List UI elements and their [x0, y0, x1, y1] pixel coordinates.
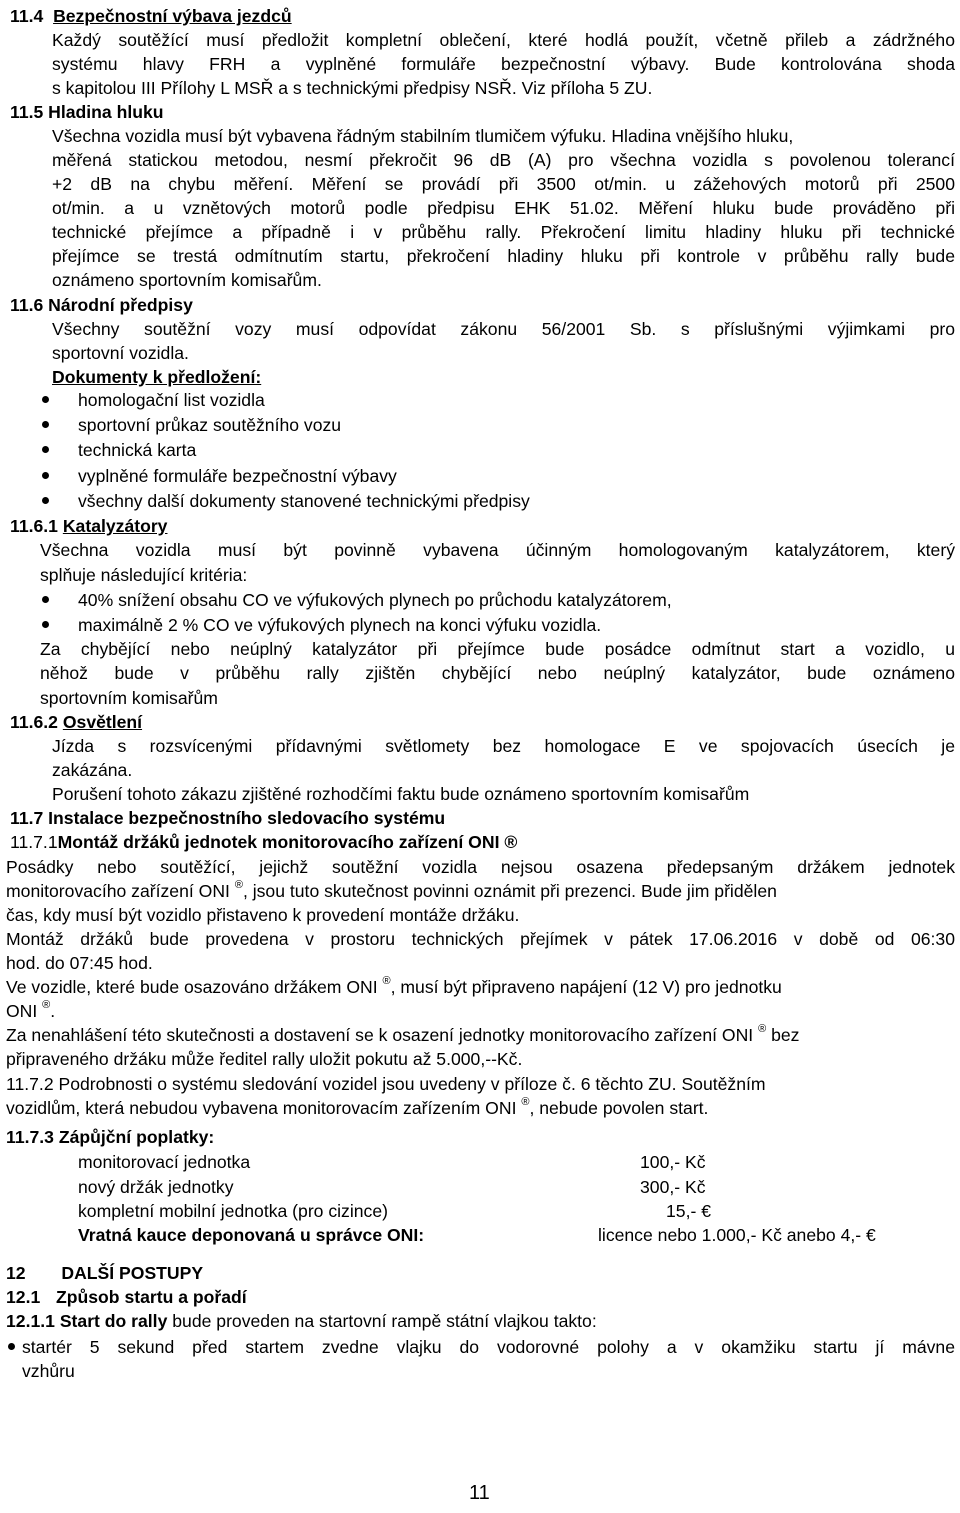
- section-title: Zápůjční poplatky:: [58, 1127, 215, 1147]
- section-number: 11.7.3: [6, 1127, 54, 1147]
- section-12-1-1-line: [6, 1309, 597, 1333]
- section-11-6-heading: [10, 293, 193, 317]
- paragraph-text: Ve vozidle, které bude osazováno držákem ONI: [6, 977, 378, 997]
- paragraph-line: něhož bude v průběhu rally zjištěn chybějící nebo neúplný katalyzátor, bude oznámeno: [40, 663, 955, 683]
- section-title: Hladina hluku: [48, 102, 164, 122]
- bullet-icon: [42, 596, 49, 603]
- paragraph-text: Za nenahlášení této skutečnosti a dostavení se k osazení jednotky monitorovacího zařízení ONI: [6, 1025, 754, 1045]
- paragraph-line: Montáž držáků bude provedena v prostoru technických přejímek v pátek 17.06.2016 v době od 06:30: [6, 929, 955, 949]
- bullet-icon: [42, 421, 49, 428]
- section-number: 11.7.1: [10, 832, 58, 852]
- list-item: startér 5 sekund před startem zvedne vlajku do vodorovné polohy a v okamžiku startu jí mávne: [22, 1337, 955, 1357]
- bullet-icon: [42, 497, 49, 504]
- section-12-heading: [6, 1261, 203, 1285]
- section-11-4-heading: [10, 4, 292, 28]
- paragraph-text: , jsou tuto skutečnost povinni oznámit při prezenci. Bude jim přidělen: [242, 881, 777, 901]
- section-number: 11.6: [10, 295, 44, 315]
- section-title: DALŠÍ POSTUPY: [61, 1263, 204, 1283]
- paragraph-line: systému hlavy FRH a vyplněné formuláře bezpečnostní výbavy. Bude kontrolována shoda: [52, 54, 955, 74]
- paragraph-line: sportovním komisařům: [40, 688, 218, 708]
- paragraph-line: Posádky nebo soutěžící, jejichž soutěžní vozidla nejsou osazena předepsaným držákem jednotek: [6, 857, 955, 877]
- registered-mark: ®: [42, 999, 51, 1011]
- paragraph-text: , musí být připraveno napájení (12 V) pro jednotku: [390, 977, 782, 997]
- paragraph-line: připraveného držáku může ředitel rally uložit pokutu až 5.000,--Kč.: [6, 1049, 523, 1069]
- deposit-label: Vratná kauce deponovaná u správce ONI:: [78, 1225, 425, 1245]
- section-title: Způsob startu a pořadí: [56, 1287, 247, 1307]
- section-11-6-1-heading: [10, 514, 167, 538]
- section-title: Start do rally: [59, 1311, 168, 1331]
- bullet-icon: [8, 1343, 15, 1350]
- section-title: Národní předpisy: [48, 295, 193, 315]
- paragraph-line: [6, 879, 777, 906]
- bullet-icon: [42, 472, 49, 479]
- paragraph-text: Hladina vnějšího hluku,: [611, 126, 794, 146]
- list-item: homologační list vozidla: [78, 390, 265, 410]
- section-title: Katalyzátory: [62, 516, 168, 536]
- deposit-amount: licence nebo 1.000,- Kč anebo 4,- €: [598, 1225, 876, 1245]
- fee-amount: 100,- Kč: [640, 1152, 706, 1172]
- section-number: 11.7: [10, 808, 44, 828]
- paragraph-line: sportovní vozidla.: [52, 343, 189, 363]
- section-11-6-2-heading: [10, 710, 142, 734]
- section-number: 12.1: [6, 1287, 41, 1307]
- paragraph-text: Podrobnosti o systému sledování vozidel jsou uvedeny v příloze č. 6 těchto ZU. Soutěžním: [58, 1074, 766, 1094]
- paragraph-line: oznámeno sportovním komisařům.: [52, 270, 322, 290]
- registered-mark: ®: [504, 832, 518, 852]
- fee-amount: 300,- Kč: [640, 1177, 706, 1197]
- section-number: 11.6.1: [10, 516, 58, 536]
- list-item: maximálně 2 % CO ve výfukových plynech na konci výfuku vozidla.: [78, 615, 602, 635]
- section-11-7-3-heading: [6, 1125, 214, 1149]
- list-item: všechny další dokumenty stanovené technickými předpisy: [78, 491, 530, 511]
- section-11-7-1-heading: [10, 830, 517, 854]
- fee-label: nový držák jednotky: [78, 1177, 234, 1197]
- paragraph-line: technické přejímce a případně i v průběhu rally. Překročení limitu hladiny hluku při technické: [52, 222, 955, 242]
- documents-heading: Dokumenty k předložení:: [52, 367, 262, 387]
- paragraph-line: Všechny soutěžní vozy musí odpovídat zákonu 56/2001 Sb. s příslušnými výjimkami pro: [52, 319, 955, 339]
- paragraph-line: s kapitolou III Přílohy L MSŘ a s technickými předpisy NSŘ. Viz příloha 5 ZU.: [52, 78, 653, 98]
- paragraph-line: měřená statickou metodou, nesmí překročit 96 dB (A) pro všechna vozidla s povolenou tolerancí: [52, 150, 955, 170]
- registered-mark: ®: [758, 1023, 767, 1035]
- section-12-1-heading: [6, 1285, 247, 1309]
- paragraph-line: [52, 124, 793, 148]
- fee-label: kompletní mobilní jednotka (pro cizince): [78, 1201, 388, 1221]
- fee-amount: 15,- €: [666, 1201, 711, 1221]
- section-title: Montáž držáků jednotek monitorovacího zařízení ONI: [57, 832, 500, 852]
- paragraph-line: Za chybějící nebo neúplný katalyzátor při přejímce bude posádce odmítnut start a vozidlo, u: [40, 639, 955, 659]
- paragraph-line: Porušení tohoto zákazu zjištěné rozhodčími faktu bude oznámeno sportovním komisařům: [52, 784, 750, 804]
- paragraph-text: Všechna vozidla musí být vybavena řádným stabilním tlumičem výfuku.: [52, 126, 607, 146]
- paragraph-text: ONI: [6, 1001, 38, 1021]
- paragraph-text: monitorovacího zařízení ONI: [6, 881, 230, 901]
- list-item: 40% snížení obsahu CO ve výfukových plynech po průchodu katalyzátorem,: [78, 590, 672, 610]
- paragraph-line: hod. do 07:45 hod.: [6, 953, 153, 973]
- list-item: sportovní průkaz soutěžního vozu: [78, 415, 342, 435]
- section-title: Instalace bezpečnostního sledovacího systému: [48, 808, 446, 828]
- fee-label: monitorovací jednotka: [78, 1152, 251, 1172]
- list-item: technická karta: [78, 440, 197, 460]
- section-number: 12.1.1: [6, 1311, 55, 1331]
- bullet-icon: [42, 621, 49, 628]
- registered-mark: ®: [234, 879, 243, 891]
- paragraph-line: Jízda s rozsvícenými přídavnými světlomety bez homologace E ve spojovacích úsecích je: [52, 736, 955, 756]
- list-item: vyplněné formuláře bezpečnostní výbavy: [78, 466, 397, 486]
- paragraph-line: čas, kdy musí být vozidlo přistaveno k provedení montáže držáku.: [6, 905, 520, 925]
- paragraph-text: bude proveden na startovní rampě státní vlajkou takto:: [172, 1311, 597, 1331]
- registered-mark: ®: [521, 1096, 530, 1108]
- section-number: 11.6.2: [10, 712, 58, 732]
- section-number: 11.4: [10, 6, 44, 26]
- paragraph-text: .: [50, 1001, 56, 1021]
- paragraph-text: bez: [771, 1025, 800, 1045]
- paragraph-line: splňuje následující kritéria:: [40, 565, 248, 585]
- section-number: 11.7.2: [6, 1074, 54, 1094]
- paragraph-line: přejímce se trestá odmítnutím startu, překročení hladiny hluku při kontrole v průběhu rally bude: [52, 246, 955, 266]
- paragraph-line: [6, 975, 782, 1002]
- paragraph-line: Všechna vozidla musí být povinně vybavena účinným homologovaným katalyzátorem, který: [40, 540, 955, 560]
- registered-mark: ®: [382, 975, 391, 987]
- bullet-icon: [42, 446, 49, 453]
- section-11-5-heading: [10, 100, 164, 124]
- section-title: Osvětlení: [62, 712, 143, 732]
- section-title: Bezpečnostní výbava jezdců: [53, 6, 292, 26]
- page-number: 11: [469, 1482, 490, 1504]
- paragraph-line: +2 dB na chybu měření. Měření se provádí při 3500 ot/min. u zážehových motorů při 2500: [52, 174, 955, 194]
- paragraph-line: [6, 1096, 708, 1123]
- section-11-7-heading: [10, 806, 445, 830]
- paragraph-line: [6, 1023, 799, 1050]
- paragraph-text: vozidlům, která nebudou vybavena monitorovacím zařízením ONI: [6, 1098, 517, 1118]
- paragraph-line: zakázána.: [52, 760, 133, 780]
- paragraph-line: Každý soutěžící musí předložit kompletní oblečení, které hodlá použít, včetně přileb a zádržného: [52, 30, 955, 50]
- bullet-icon: [42, 396, 49, 403]
- section-number: 11.5: [10, 102, 44, 122]
- paragraph-text: , nebude povolen start.: [529, 1098, 709, 1118]
- section-11-7-2-line: [6, 1072, 766, 1096]
- paragraph-line: [6, 999, 55, 1026]
- paragraph-line: ot/min. a u vznětových motorů podle předpisu EHK 51.02. Měření hluku bude prováděno při: [52, 198, 955, 218]
- list-item-continuation: vzhůru: [22, 1361, 75, 1381]
- section-number: 12: [6, 1263, 26, 1283]
